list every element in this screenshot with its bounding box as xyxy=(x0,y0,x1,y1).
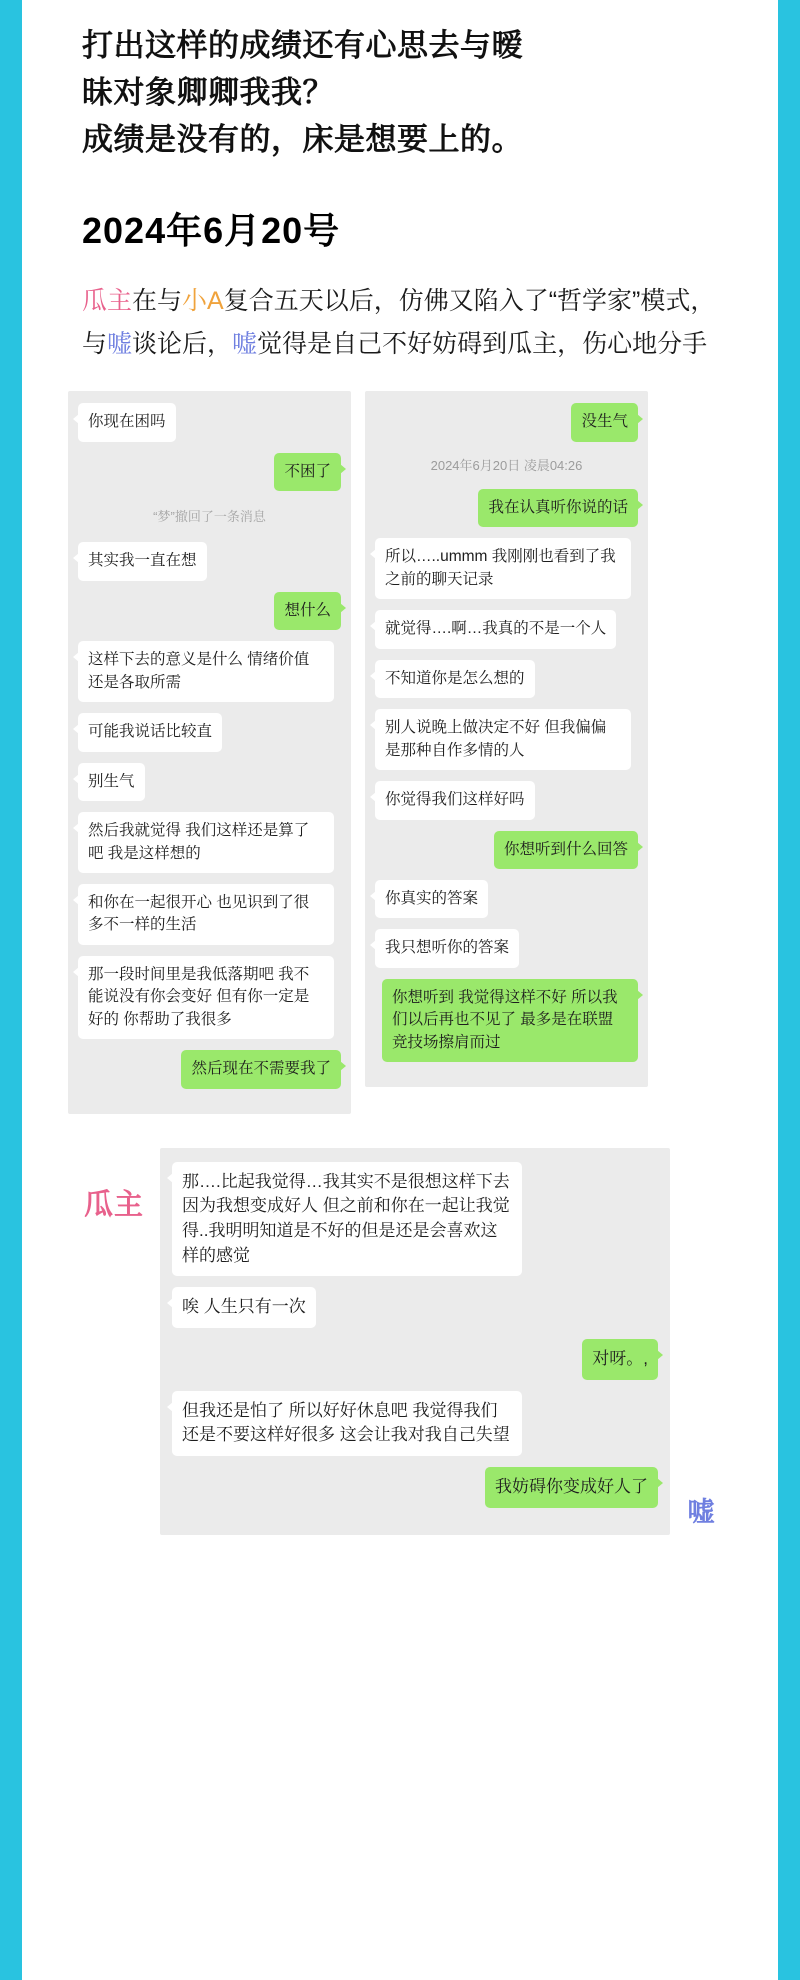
speaker-label-guazhu: 瓜主 xyxy=(83,1188,144,1221)
chat-bubble-incoming: 我只想听你的答案 xyxy=(375,929,519,967)
chat-bubble-incoming: 其实我一直在想 xyxy=(78,542,207,580)
chat-bubble-outgoing: 对呀。, xyxy=(582,1339,658,1380)
message-row xyxy=(78,763,341,801)
chat-bubble-incoming: 那一段时间里是我低落期吧 我不能说没有你会变好 但有你一定是好的 你帮助了我很多 xyxy=(78,956,334,1039)
message-row xyxy=(78,812,341,873)
message-row xyxy=(172,1339,658,1380)
chat-bubble-incoming: 你真实的答案 xyxy=(375,880,488,918)
message-row xyxy=(375,610,638,648)
message-row xyxy=(78,956,341,1039)
chat-bubble-incoming: 所以…..ummm 我刚刚也看到了我之前的聊天记录 xyxy=(375,538,631,599)
chat-bubble-incoming: 就觉得….啊…我真的不是一个人 xyxy=(375,610,616,648)
chat-panel-left xyxy=(68,391,351,1114)
headline-line-2: 昧对象卿卿我我？ xyxy=(82,75,334,111)
chat-bubble-incoming: 和你在一起很开心 也见识到了很多不一样的生活 xyxy=(78,884,334,945)
speaker-label-xu: 嘘 xyxy=(687,1496,715,1527)
intro-text-4: 觉得是自己不好妨碍到瓜主，伤心地分手 xyxy=(257,329,708,358)
chat-bubble-outgoing: 我在认真听你说的话 xyxy=(478,489,638,527)
article-page xyxy=(34,0,766,1980)
message-row xyxy=(78,453,341,491)
message-row xyxy=(78,884,341,945)
chat-bubble-incoming: 那….比起我觉得…我其实不是很想这样下去 因为我想变成好人 但之前和你在一起让我觉得..我明明知道是不好的但是还是会喜欢这样的感觉 xyxy=(172,1162,522,1277)
message-row xyxy=(172,1391,658,1456)
chat-bubble-incoming: 然后我就觉得 我们这样还是算了吧 我是这样想的 xyxy=(78,812,334,873)
chat-bubble-outgoing: 不困了 xyxy=(274,453,341,491)
message-row xyxy=(78,403,341,441)
page-title xyxy=(34,0,766,163)
decorative-left-rail xyxy=(0,0,22,1980)
chat-bubble-incoming: 别人说晚上做决定不好 但我偏偏是那种自作多情的人 xyxy=(375,709,631,770)
chat-bubble-outgoing: 没生气 xyxy=(571,403,638,441)
chat-bubble-outgoing: 你想听到什么回答 xyxy=(494,831,638,869)
chat-panel-right xyxy=(365,391,648,1087)
chat-bubble-incoming: 不知道你是怎么想的 xyxy=(375,660,535,698)
message-row xyxy=(172,1467,658,1508)
intro-name-xu-2: 嘘 xyxy=(232,329,258,358)
message-row xyxy=(78,713,341,751)
message-row xyxy=(375,831,638,869)
chat-screenshots xyxy=(34,365,766,1114)
message-row xyxy=(172,1162,658,1277)
chat-panel-bottom xyxy=(160,1148,670,1535)
intro-name-guazhu: 瓜主 xyxy=(82,287,133,316)
message-row xyxy=(375,489,638,527)
bottom-chat-block xyxy=(34,1114,766,1535)
intro-text-2: 复合五天以后，仿佛又陷入了“哲学家”模式，与 xyxy=(82,287,716,358)
decorative-right-rail xyxy=(778,0,800,1980)
message-row xyxy=(172,1287,658,1328)
chat-bubble-outgoing: 然后现在不需要我了 xyxy=(181,1050,341,1088)
chat-bubble-incoming: 你现在困吗 xyxy=(78,403,176,441)
message-row xyxy=(78,1050,341,1088)
message-row xyxy=(375,979,638,1062)
message-row xyxy=(78,592,341,630)
message-row xyxy=(375,709,638,770)
chat-bubble-incoming: 你觉得我们这样好吗 xyxy=(375,781,535,819)
date-heading: 2024年6月20号 xyxy=(82,210,341,252)
chat-bubble-outgoing: 想什么 xyxy=(274,592,341,630)
intro-name-xiaoa: 小A xyxy=(182,287,224,316)
message-row xyxy=(375,453,638,478)
chat-bubble-outgoing: 我妨碍你变成好人了 xyxy=(485,1467,658,1508)
message-row xyxy=(375,880,638,918)
message-row xyxy=(78,502,341,531)
message-row xyxy=(375,660,638,698)
message-row xyxy=(375,929,638,967)
chat-bubble-incoming: 唉 人生只有一次 xyxy=(172,1287,316,1328)
headline-line-3: 成绩是没有的，床是想要上的。 xyxy=(82,122,523,158)
intro-text-1: 在与 xyxy=(132,287,183,316)
intro-paragraph xyxy=(34,254,766,365)
chat-timestamp: 2024年6月20日 凌晨04:26 xyxy=(430,457,583,473)
chat-bubble-outgoing: 你想听到 我觉得这样不好 所以我们以后再也不见了 最多是在联盟竞技场擦肩而过 xyxy=(382,979,638,1062)
headline-line-1: 打出这样的成绩还有心思去与暧 xyxy=(82,28,523,63)
message-row xyxy=(375,781,638,819)
chat-bubble-incoming: 别生气 xyxy=(78,763,145,801)
message-row xyxy=(375,538,638,599)
chat-bubble-incoming: 但我还是怕了 所以好好休息吧 我觉得我们还是不要这样好很多 这会让我对我自己失望 xyxy=(172,1391,522,1456)
chat-bubble-incoming: 这样下去的意义是什么 情绪价值还是各取所需 xyxy=(78,641,334,702)
system-note: “梦”撤回了一条消息 xyxy=(153,509,266,525)
message-row xyxy=(78,542,341,580)
chat-bubble-incoming: 可能我说话比较直 xyxy=(78,713,222,751)
message-row xyxy=(78,641,341,702)
intro-name-xu-1: 嘘 xyxy=(107,329,133,358)
message-row xyxy=(375,403,638,441)
intro-text-3: 谈论后， xyxy=(132,329,233,358)
